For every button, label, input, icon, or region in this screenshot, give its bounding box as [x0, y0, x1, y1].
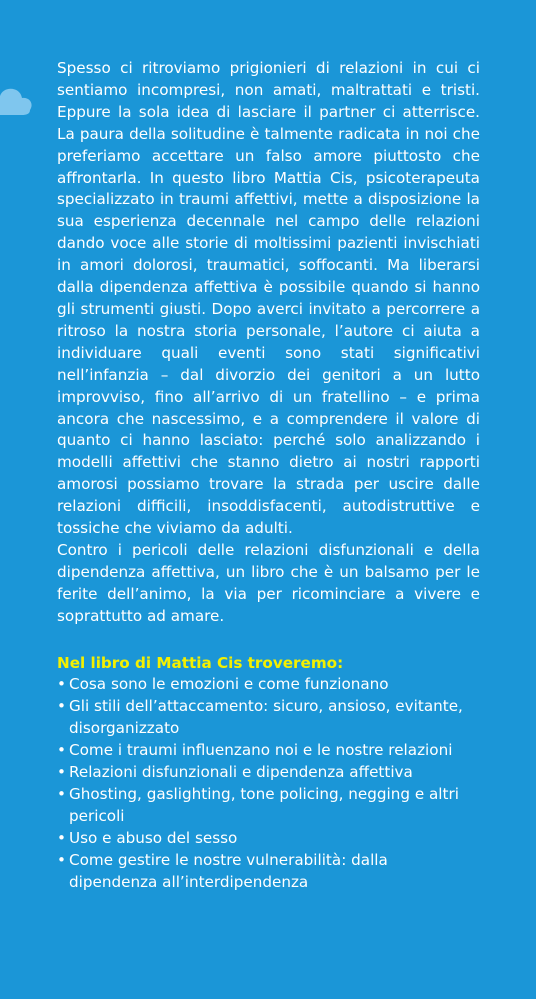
- description-paragraph: Spesso ci ritroviamo prigionieri di relazioni in cui ci sentiamo incompresi, non amati, maltrattati e tristi. Eppure la sola idea di lasciare il partner ci atterrisce. La paura della solitudine è talmente radicata in noi che preferiamo accettare un falso amore piuttosto che affrontarla. In questo libro Mattia Cis, psicoterapeuta specializzato in traumi affettivi, mette a disposizione la sua esperienza decennale nel campo delle relazioni dando voce alle storie di moltissimi pazienti invischiati in amori dolorosi, traumatici, soffocanti. Ma liberarsi dalla dipendenza affettiva è possibile quando si hanno gli strumenti giusti. Dopo averci invitato a percorrere a ritroso la nostra storia personale, l’autore ci aiuta a individuare quali eventi sono stati significativi nell’infanzia – dal divorzio dei genitori a un lutto improvviso, fino all’arrivo di un fratellino – e prima ancora che nascessimo, e a comprendere il valore di quanto ci hanno lasciato: perché solo analizzando i modelli affettivi che stanno dietro ai nostri rapporti amorosi possiamo trovare la strada per uscire dalle relazioni difficili, insoddisfacenti, autodistruttive e tossiche che viviamo da adulti.: [57, 59, 480, 538]
- description-paragraph-2: Contro i pericoli delle relazioni disfunzionali e della dipendenza affettiva, un libro che è un balsamo per le ferite dell’animo, la via per ricominciare a vivere e soprattutto ad amare.: [57, 540, 480, 625]
- bullet: •: [57, 675, 66, 694]
- bullet: •: [57, 741, 66, 760]
- list-item: [57, 828, 480, 850]
- list-item: [57, 784, 480, 828]
- list-item-text: Cosa sono le emozioni e come funzionano: [69, 675, 389, 694]
- cloud-icon: [0, 84, 34, 116]
- list-item: [57, 674, 480, 696]
- bullet: •: [57, 850, 66, 869]
- list-item: [57, 762, 480, 784]
- bullet: •: [57, 697, 66, 716]
- list-item: [57, 850, 480, 894]
- list-item-text: Gli stili dell’attaccamento: sicuro, ansioso, evitante, disorganizzato: [69, 697, 463, 738]
- list-item-text: Relazioni disfunzionali e dipendenza affettiva: [69, 763, 413, 782]
- feature-list: [57, 674, 480, 893]
- back-cover-text: [57, 58, 480, 894]
- list-item-text: Ghosting, gaslighting, tone policing, negging e altri pericoli: [69, 785, 459, 825]
- list-item-text: Come gestire le nostre vulnerabilità: dalla dipendenza all’interdipendenza: [69, 850, 388, 891]
- bullet: •: [57, 763, 66, 782]
- bullet: •: [57, 785, 66, 803]
- list-item-text: Uso e abuso del sesso: [69, 828, 238, 847]
- list-item: [57, 740, 480, 762]
- list-item: [57, 696, 480, 740]
- list-item-text: Come i traumi influenzano noi e le nostre relazioni: [69, 741, 453, 760]
- list-title: Nel libro di Mattia Cis troveremo:: [57, 653, 344, 672]
- bullet: •: [57, 828, 66, 847]
